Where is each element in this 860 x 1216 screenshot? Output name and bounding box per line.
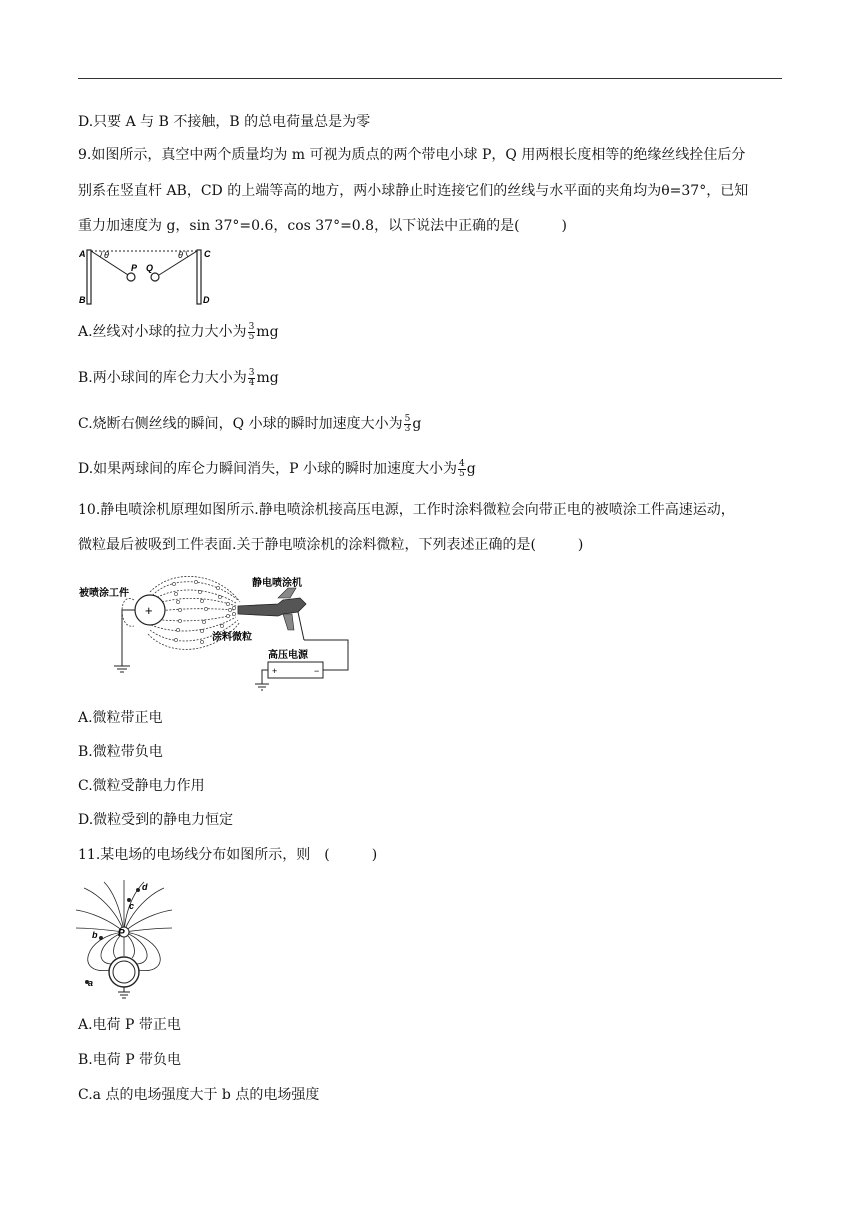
q10-label-power-minus: − [314, 666, 320, 676]
q9-option-a-text: A.丝线对小球的拉力大小为 [78, 324, 247, 340]
q11-figure [74, 876, 174, 1000]
q9-label-p: P [131, 263, 138, 273]
fraction-denominator: 5 [248, 331, 255, 342]
q9-figure [78, 244, 212, 310]
q9-option-a-unit: mg [256, 324, 279, 340]
fraction-numerator: 4 [459, 458, 465, 469]
q9-option-b [78, 368, 279, 388]
fraction-numerator: 3 [248, 367, 255, 378]
q10-label-power: 高压电源 [268, 650, 308, 661]
q9-option-d-fraction [458, 460, 466, 479]
q9-option-b-text: B.两小球间的库仑力大小为 [78, 370, 247, 386]
q10-label-plus: + [145, 603, 153, 618]
header-rule [78, 78, 782, 79]
q9-option-d [78, 459, 476, 479]
q10-stem-line2: 微粒最后被吸到工件表面.关于静电喷涂机的涂料微粒，下列表述正确的是( ) [78, 537, 584, 553]
q11-label-a: a [88, 978, 94, 988]
q10-option-d: D.微粒受到的静电力恒定 [78, 812, 234, 828]
q9-option-c-text: C.烧断右侧丝线的瞬间，Q 小球的瞬时加速度大小为 [78, 416, 403, 432]
q11-option-c: C.a 点的电场强度大于 b 点的电场强度 [78, 1087, 320, 1103]
fraction-denominator: 3 [404, 423, 411, 434]
q11-option-b: B.电荷 P 带负电 [78, 1052, 182, 1068]
q9-option-d-unit: g [466, 461, 476, 477]
q9-label-q: Q [146, 263, 154, 273]
q11-label-p: P [118, 928, 125, 939]
q9-option-c [78, 414, 421, 434]
q9-option-a-fraction [248, 323, 256, 342]
q11-option-a: A.电荷 P 带正电 [78, 1017, 181, 1033]
q9-stem-line1: 9.如图所示，真空中两个质量均为 m 可视为质点的两个带电小球 P，Q 用两根长度相等的绝缘丝线拴住后分 [78, 147, 746, 163]
q9-option-a [78, 322, 279, 342]
q10-label-particles: 涂料微粒 [212, 632, 252, 643]
q9-option-b-unit: mg [256, 370, 279, 386]
q8-option-d: D.只要 A 与 B 不接触，B 的总电荷量总是为零 [78, 114, 371, 130]
q9-label-theta-left: θ [104, 250, 109, 260]
q11-label-b: b [92, 930, 98, 940]
q10-option-a: A.微粒带正电 [78, 710, 163, 726]
q10-option-b: B.微粒带负电 [78, 744, 163, 760]
q10-option-c: C.微粒受静电力作用 [78, 778, 205, 794]
q9-option-c-fraction [404, 415, 412, 434]
q9-label-d: D [203, 295, 210, 305]
q9-option-c-unit: g [412, 416, 422, 432]
fraction-denominator: 5 [459, 468, 465, 479]
q10-label-power-plus: + [272, 666, 278, 676]
fraction-denominator: 4 [248, 377, 255, 388]
q9-option-b-fraction [248, 369, 256, 388]
q9-stem-line2: 别系在竖直杆 AB，CD 的上端等高的地方，两小球静止时连接它们的丝线与水平面的夹角均为θ=37°，已知 [78, 183, 749, 199]
q9-option-d-text: D.如果两球间的库仑力瞬间消失，P 小球的瞬时加速度大小为 [78, 461, 458, 477]
q9-label-a: A [79, 249, 86, 259]
q11-label-d: d [142, 882, 148, 892]
q11-stem: 11.某电场的电场线分布如图所示，则 ( ) [78, 847, 378, 863]
q9-label-c: C [204, 249, 211, 259]
fraction-numerator: 5 [404, 413, 411, 424]
q10-label-machine: 静电喷涂机 [252, 578, 302, 589]
q11-label-c: c [129, 901, 135, 911]
q9-stem-line3: 重力加速度为 g，sin 37°=0.6，cos 37°=0.8，以下说法中正确的是( ) [78, 218, 567, 234]
q10-stem-line1: 10.静电喷涂机原理如图所示.静电喷涂机接高压电源，工作时涂料微粒会向带正电的被喷涂工件高速运动， [78, 502, 735, 518]
fraction-numerator: 3 [248, 321, 255, 332]
q9-label-theta-right: θ [178, 250, 183, 260]
q10-label-workpiece: 被喷涂工件 [79, 588, 129, 599]
q10-figure [78, 570, 358, 696]
q9-label-b: B [79, 295, 86, 305]
